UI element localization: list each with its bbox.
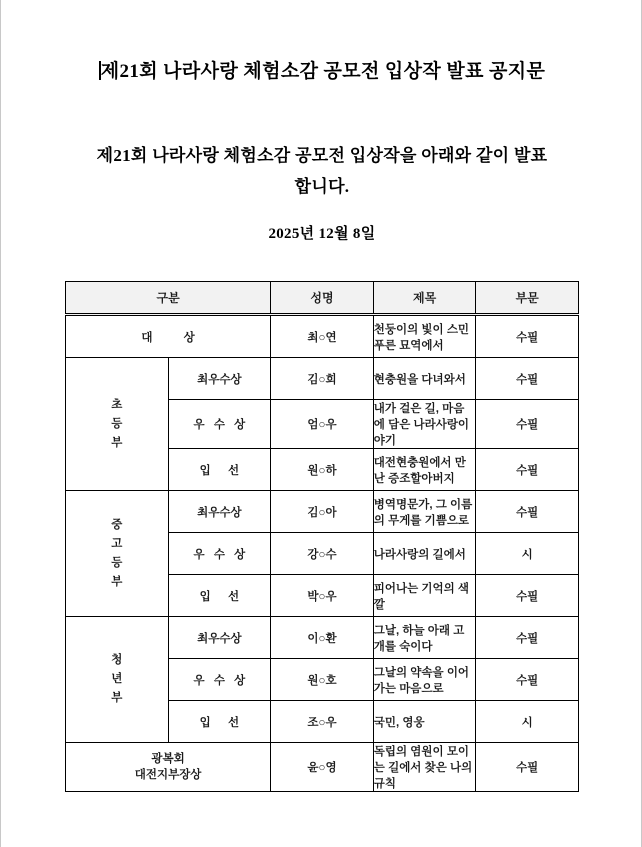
winner-name: 엄○우 <box>271 400 374 449</box>
work-category: 시 <box>476 701 579 743</box>
work-title: 대전현충원에서 만난 증조할아버지 <box>373 449 476 491</box>
winner-name: 윤○영 <box>271 743 374 792</box>
award-grade: 입 선 <box>168 449 271 491</box>
winner-name: 강○수 <box>271 533 374 575</box>
group-char: 부 <box>111 692 123 704</box>
award-grade: 대 상 <box>66 315 271 358</box>
column-header-division: 구분 <box>66 282 271 315</box>
work-category: 수필 <box>476 358 579 400</box>
winner-name: 김○아 <box>271 491 374 533</box>
work-category: 수필 <box>476 743 579 792</box>
work-category: 수필 <box>476 617 579 659</box>
award-grade: 입 선 <box>168 701 271 743</box>
page-title-text: 제21회 나라사랑 체험소감 공모전 입상작 발표 공지문 <box>100 61 546 82</box>
work-title: 국민, 영웅 <box>373 701 476 743</box>
award-grade-special <box>66 743 271 792</box>
work-category: 시 <box>476 533 579 575</box>
work-title: 현충원을 다녀와서 <box>373 358 476 400</box>
special-award-line1: 광복회 <box>151 753 185 765</box>
winner-name: 조○우 <box>271 701 374 743</box>
lead-paragraph: 제21회 나라사랑 체험소감 공모전 입상작을 아래와 같이 발표합니다. <box>96 146 548 196</box>
winner-name: 김○희 <box>271 358 374 400</box>
group-label-elementary <box>66 358 169 491</box>
award-grade: 우 수 상 <box>168 659 271 701</box>
group-label-youth <box>66 617 169 743</box>
column-header-category: 부문 <box>476 282 579 315</box>
work-title: 그날의 약속을 이어가는 마음으로 <box>373 659 476 701</box>
work-title: 나라사랑의 길에서 <box>373 533 476 575</box>
award-grade: 우 수 상 <box>168 533 271 575</box>
award-grade: 최우수상 <box>168 491 271 533</box>
group-label-middle-high <box>66 491 169 617</box>
table-row <box>66 315 579 358</box>
special-award-line2: 대전지부장상 <box>134 769 202 781</box>
work-title: 그날, 하늘 아래 고개를 숙이다 <box>373 617 476 659</box>
table-header-row <box>66 282 579 315</box>
group-char: 년 <box>111 673 123 685</box>
group-char: 부 <box>111 575 123 588</box>
winner-name: 최○연 <box>271 315 374 358</box>
award-grade: 최우수상 <box>168 617 271 659</box>
page-title <box>1 56 642 83</box>
group-char: 초 <box>111 398 123 411</box>
winner-name: 원○하 <box>271 449 374 491</box>
work-title: 내가 걸은 길, 마음에 담은 나라사랑이야기 <box>373 400 476 449</box>
table-row <box>66 358 579 400</box>
work-title: 병역명문가, 그 이름의 무게를 기쁨으로 <box>373 491 476 533</box>
work-title: 천둥이의 빛이 스민 푸른 묘역에서 <box>373 315 476 358</box>
award-grade: 입 선 <box>168 575 271 617</box>
work-category: 수필 <box>476 659 579 701</box>
table-row <box>66 491 579 533</box>
winner-name: 박○우 <box>271 575 374 617</box>
award-grade: 우 수 상 <box>168 400 271 449</box>
winner-name: 원○호 <box>271 659 374 701</box>
work-category: 수필 <box>476 315 579 358</box>
group-char: 부 <box>111 436 123 449</box>
group-char: 중 <box>111 518 123 531</box>
table-row <box>66 617 579 659</box>
work-category: 수필 <box>476 400 579 449</box>
announcement-date: 2025년 12월 8일 <box>268 226 376 242</box>
work-category: 수필 <box>476 491 579 533</box>
group-char: 등 <box>111 556 123 569</box>
award-grade: 최우수상 <box>168 358 271 400</box>
work-title: 피어나는 기억의 색깔 <box>373 575 476 617</box>
awards-table <box>65 281 579 792</box>
group-char: 고 <box>111 537 123 550</box>
column-header-title: 제목 <box>373 282 476 315</box>
work-category: 수필 <box>476 575 579 617</box>
work-title: 독립의 염원이 모이는 길에서 찾은 나의 규칙 <box>373 743 476 792</box>
group-char: 등 <box>111 417 123 430</box>
table-row <box>66 743 579 792</box>
work-category: 수필 <box>476 449 579 491</box>
group-char: 청 <box>111 654 123 666</box>
column-header-name: 성명 <box>271 282 374 315</box>
winner-name: 이○환 <box>271 617 374 659</box>
